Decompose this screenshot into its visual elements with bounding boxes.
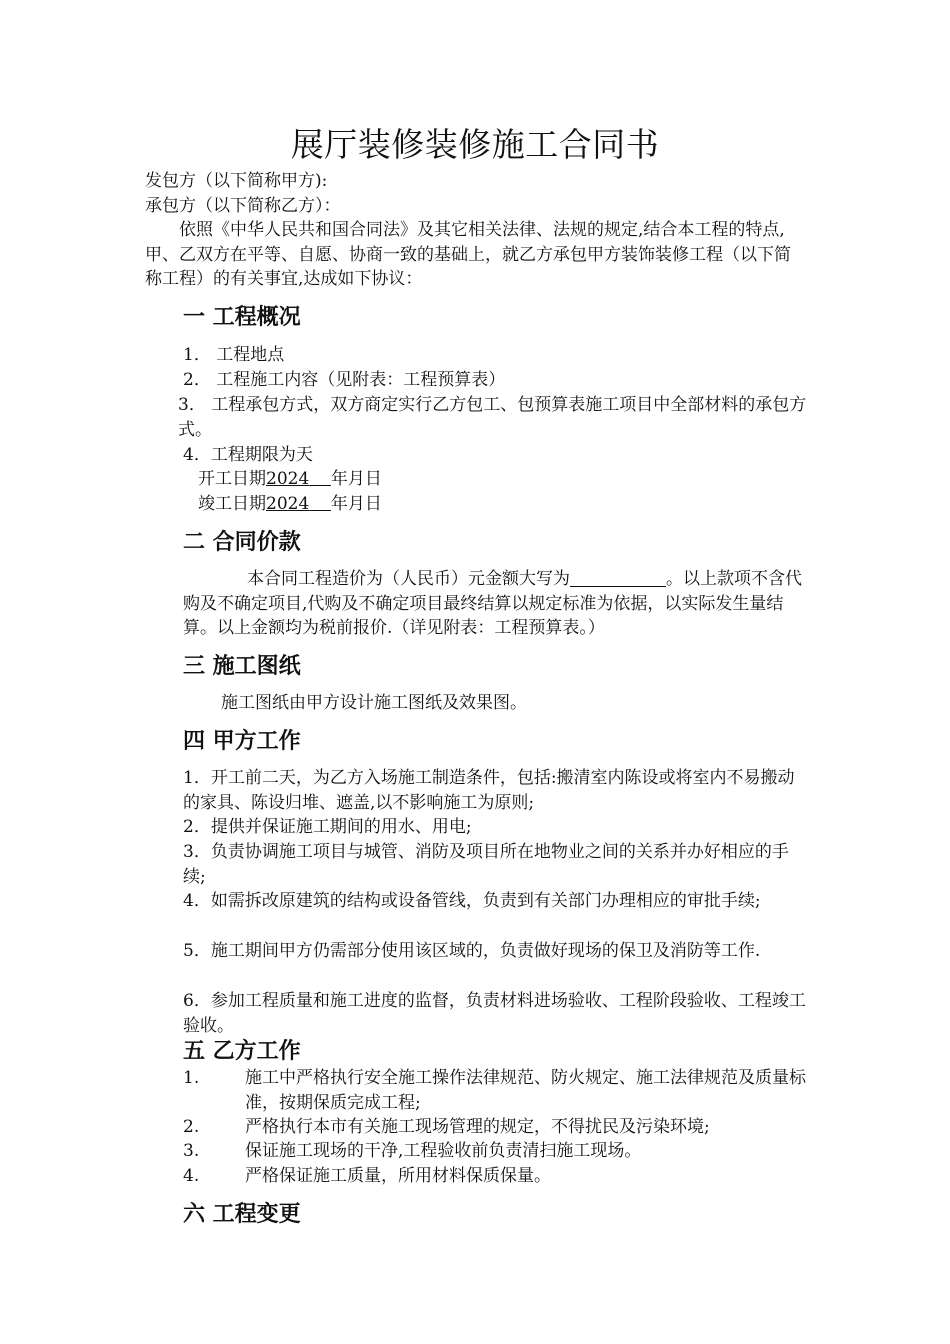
section-6-heading: 六 工程变更 bbox=[183, 1202, 301, 1227]
section-4-heading: 四 甲方工作 bbox=[183, 729, 301, 754]
end-date-label: 竣工日期 bbox=[198, 494, 266, 514]
s1-item-1: 1． 工程地点 bbox=[183, 345, 285, 365]
section-1-heading: 一 工程概况 bbox=[183, 305, 301, 330]
s1-item-4: 4．工程期限为天 bbox=[183, 445, 313, 465]
section-5-heading: 五 乙方工作 bbox=[183, 1039, 301, 1064]
s5-item-1: 1. 施工中严格执行安全施工操作法律规范、防火规定、施工法律规范及质量标准，按期保质完成工程; bbox=[183, 1068, 806, 1113]
end-date-year: 2024 bbox=[266, 494, 310, 514]
s1-item-2: 2． 工程施工内容（见附表：工程预算表） bbox=[183, 370, 506, 390]
s4-item-3: 3．负责协调施工项目与城管、消防及项目所在地物业之间的关系并办好相应的手续; bbox=[183, 842, 789, 887]
s2-paragraph: 本合同工程造价为（人民币）元金额大写为 。以上款项不含代购及不确定项目,代购及不确定项目最终结算以规定标准为依据，以实际发生量结算。以上金额均为税前报价.（详见附表：工程预算表。） bbox=[183, 569, 802, 638]
document-title: 展厅装修装修施工合同书 bbox=[290, 125, 660, 164]
s4-item-4: 4．如需拆改原建筑的结构或设备管线，负责到有关部门办理相应的审批手续; bbox=[183, 891, 761, 911]
intro-paragraph: 依照《中华人民共和国合同法》及其它相关法律、法规的规定,结合本工程的特点,甲、乙双方在平等、自愿、协商一致的基础上，就乙方承包甲方装饰装修工程（以下简称工程）的有关事宜,达成如下协议： bbox=[145, 220, 791, 289]
s4-item-6: 6．参加工程质量和施工进度的监督，负责材料进场验收、工程阶段验收、工程竣工验收。 bbox=[183, 991, 806, 1036]
s4-item-5: 5．施工期间甲方仍需部分使用该区域的，负责做好现场的保卫及消防等工作. bbox=[183, 941, 761, 961]
end-date-suffix: 年月日 bbox=[330, 494, 382, 514]
s5-item-3: 3. 保证施工现场的干净,工程验收前负责清扫施工现场。 bbox=[183, 1141, 642, 1161]
section-2-heading: 二 合同价款 bbox=[183, 530, 301, 555]
s5-item-2: 2. 严格执行本市有关施工现场管理的规定，不得扰民及污染环境; bbox=[183, 1117, 710, 1137]
s3-paragraph: 施工图纸由甲方设计施工图纸及效果图。 bbox=[221, 693, 527, 713]
s5-item-4: 4. 严格保证施工质量，所用材料保质保量。 bbox=[183, 1166, 551, 1186]
s4-item-2: 2．提供并保证施工期间的用水、用电; bbox=[183, 817, 472, 837]
s4-item-1: 1．开工前二天，为乙方入场施工制造条件，包括:搬清室内陈设或将室内不易搬动的家具、陈设归堆、遮盖,以不影响施工为原则; bbox=[183, 768, 795, 813]
start-date-line bbox=[198, 467, 382, 492]
s1-item-3: 3． 工程承包方式，双方商定实行乙方包工、包预算表施工项目中全部材料的承包方式。 bbox=[178, 395, 807, 440]
end-date-line bbox=[198, 492, 382, 517]
party-b-line: 承包方（以下简称乙方）： bbox=[145, 196, 341, 216]
start-date-label: 开工日期 bbox=[198, 469, 266, 489]
start-date-year: 2024 bbox=[266, 469, 310, 489]
start-date-suffix: 年月日 bbox=[330, 469, 382, 489]
section-3-heading: 三 施工图纸 bbox=[183, 654, 301, 679]
amount-blank bbox=[570, 568, 666, 587]
party-a-line: 发包方（以下简称甲方): bbox=[145, 171, 328, 191]
